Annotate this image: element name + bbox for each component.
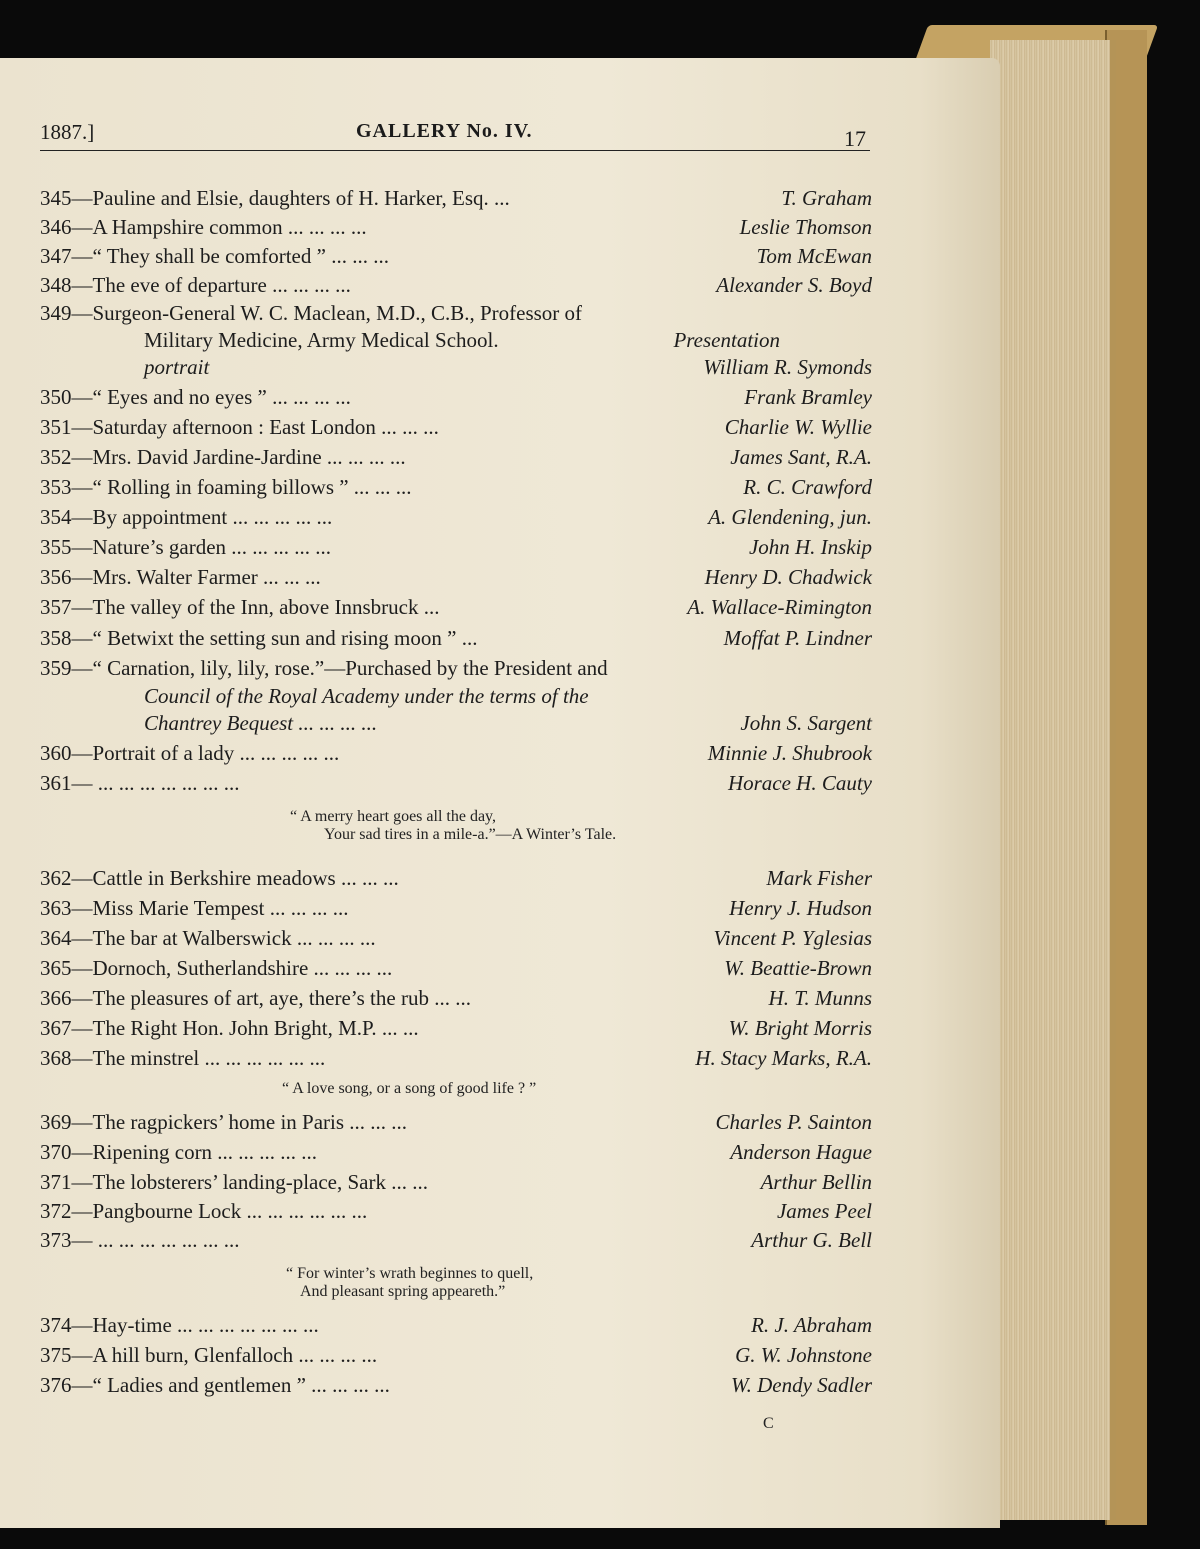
catalogue-entry xyxy=(40,1016,872,1046)
entry-artist: Mark Fisher xyxy=(766,866,872,890)
catalogue-entry xyxy=(40,656,872,686)
entry-title: 357—The valley of the Inn, above Innsbruck ... xyxy=(40,595,440,619)
entry-artist: W. Dendy Sadler xyxy=(731,1373,872,1397)
entry-artist: R. J. Abraham xyxy=(751,1313,872,1337)
entry-artist: Charlie W. Wyllie xyxy=(724,415,872,439)
epigraph-quote xyxy=(286,1265,706,1301)
catalogue-entry-continued xyxy=(40,355,872,385)
entry-title: 367—The Right Hon. John Bright, M.P. ... ... xyxy=(40,1016,419,1040)
entry-title: Chantrey Bequest ... ... ... ... xyxy=(144,711,378,735)
entry-artist: Tom McEwan xyxy=(756,244,872,268)
quote-line: “ For winter’s wrath beginnes to quell, xyxy=(286,1265,534,1282)
header-title: GALLERY No. IV. xyxy=(356,120,533,142)
entry-title: 366—The pleasures of art, aye, there’s the rub ... ... xyxy=(40,986,471,1010)
catalogue-entry-continued xyxy=(40,711,872,741)
catalogue-entry xyxy=(40,215,872,245)
catalogue-entry xyxy=(40,244,872,274)
catalogue-entry xyxy=(40,626,872,656)
signature-mark: C xyxy=(763,1415,774,1432)
entry-artist: Frank Bramley xyxy=(744,385,872,409)
entry-artist: Minnie J. Shubrook xyxy=(707,741,872,765)
catalogue-entry xyxy=(40,741,872,771)
catalogue-entry xyxy=(40,385,872,415)
entry-artist: Arthur Bellin xyxy=(760,1170,872,1194)
catalogue-entry xyxy=(40,445,872,475)
entry-title: 351—Saturday afternoon : East London ... ... ... xyxy=(40,415,439,439)
entry-title: 376—“ Ladies and gentlemen ” ... ... ... ... xyxy=(40,1373,390,1397)
entry-artist: W. Beattie-Brown xyxy=(724,956,872,980)
entry-title: 375—A hill burn, Glenfalloch ... ... ... ... xyxy=(40,1343,378,1367)
catalogue-entry xyxy=(40,1046,872,1076)
catalogue-entry xyxy=(40,986,872,1016)
entry-title: 365—Dornoch, Sutherlandshire ... ... ... ... xyxy=(40,956,393,980)
entry-title: 360—Portrait of a lady ... ... ... ... ... xyxy=(40,741,340,765)
catalogue-entry xyxy=(40,535,872,565)
catalogue-entry xyxy=(40,475,872,505)
entry-artist: Moffat P. Lindner xyxy=(723,626,872,650)
catalogue-entry xyxy=(40,595,872,625)
entry-title: Council of the Royal Academy under the terms of the xyxy=(144,684,589,708)
catalogue-entry xyxy=(40,1170,872,1200)
entry-title: 370—Ripening corn ... ... ... ... ... xyxy=(40,1140,318,1164)
catalogue-entry xyxy=(40,1140,872,1170)
entry-title: 350—“ Eyes and no eyes ” ... ... ... ... xyxy=(40,385,351,409)
entry-artist: John H. Inskip xyxy=(748,535,872,559)
entry-artist: John S. Sargent xyxy=(740,711,872,735)
entry-artist: G. W. Johnstone xyxy=(735,1343,872,1367)
entry-artist: Alexander S. Boyd xyxy=(716,273,872,297)
entry-title: portrait xyxy=(144,355,210,379)
entry-artist: A. Glendening, jun. xyxy=(708,505,872,529)
catalogue-entry xyxy=(40,1199,872,1229)
entry-title: 368—The minstrel ... ... ... ... ... ... xyxy=(40,1046,326,1070)
quote-line: “ A merry heart goes all the day, xyxy=(290,808,496,825)
entry-title: 372—Pangbourne Lock ... ... ... ... ... ... xyxy=(40,1199,368,1223)
entry-artist: Anderson Hague xyxy=(730,1140,872,1164)
entry-artist: Horace H. Cauty xyxy=(727,771,872,795)
entry-artist: Arthur G. Bell xyxy=(751,1228,872,1252)
entry-artist: H. T. Munns xyxy=(768,986,872,1010)
header-year: 1887.] xyxy=(40,120,95,144)
catalogue-entry xyxy=(40,1373,872,1403)
entry-title: 359—“ Carnation, lily, lily, rose.”—Purchased by the President and xyxy=(40,656,608,680)
entry-artist: James Peel xyxy=(776,1199,872,1223)
entry-title: 361— ... ... ... ... ... ... ... xyxy=(40,771,240,795)
catalogue-entry xyxy=(40,1110,872,1140)
catalogue-entry xyxy=(40,186,872,216)
catalogue-entry xyxy=(40,1313,872,1343)
entry-artist: Charles P. Sainton xyxy=(715,1110,872,1134)
running-header xyxy=(40,120,870,151)
entry-artist: Henry J. Hudson xyxy=(729,896,872,920)
entry-artist: Presentation xyxy=(673,328,780,352)
catalogue-entry xyxy=(40,301,872,331)
page-edges xyxy=(990,40,1116,1520)
entry-title: 371—The lobsterers’ landing-place, Sark ... ... xyxy=(40,1170,428,1194)
entry-title: 355—Nature’s garden ... ... ... ... ... xyxy=(40,535,332,559)
entry-artist: T. Graham xyxy=(781,186,872,210)
entry-artist: A. Wallace-Rimington xyxy=(687,595,872,619)
catalogue-entry xyxy=(40,505,872,535)
quote-line: And pleasant spring appeareth.” xyxy=(300,1283,506,1300)
catalogue-entry xyxy=(40,415,872,445)
entry-title: 364—The bar at Walberswick ... ... ... ... xyxy=(40,926,376,950)
page-number: 17 xyxy=(844,126,866,151)
entry-title: Military Medicine, Army Medical School. xyxy=(144,328,499,352)
quote-line: Your sad tires in a mile-a.”—A Winter’s Tale. xyxy=(324,826,617,843)
entry-title: 345—Pauline and Elsie, daughters of H. Harker, Esq. ... xyxy=(40,186,510,210)
entry-title: 348—The eve of departure ... ... ... ... xyxy=(40,273,351,297)
entry-title: 347—“ They shall be comforted ” ... ... ... xyxy=(40,244,389,268)
entry-artist: H. Stacy Marks, R.A. xyxy=(695,1046,872,1070)
entry-artist: W. Bright Morris xyxy=(728,1016,872,1040)
catalogue-entry xyxy=(40,1228,872,1258)
catalogue-entry xyxy=(40,896,872,926)
catalogue-entry xyxy=(40,926,872,956)
catalogue-entry xyxy=(40,273,872,303)
quote-line: “ A love song, or a song of good life ? ” xyxy=(282,1080,537,1097)
entry-title: 356—Mrs. Walter Farmer ... ... ... xyxy=(40,565,321,589)
entry-artist: Vincent P. Yglesias xyxy=(713,926,872,950)
entry-title: 358—“ Betwixt the setting sun and rising moon ” ... xyxy=(40,626,478,650)
entry-title: 353—“ Rolling in foaming billows ” ... ... ... xyxy=(40,475,412,499)
entry-title: 346—A Hampshire common ... ... ... ... xyxy=(40,215,367,239)
catalogue-entry xyxy=(40,771,872,801)
catalogue-entry-continued xyxy=(40,328,872,358)
catalogue-entry xyxy=(40,866,872,896)
epigraph-quote xyxy=(282,1080,682,1098)
epigraph-quote xyxy=(260,808,660,844)
entry-title: 362—Cattle in Berkshire meadows ... ... ... xyxy=(40,866,399,890)
entry-title: 363—Miss Marie Tempest ... ... ... ... xyxy=(40,896,349,920)
entry-title: 349—Surgeon-General W. C. Maclean, M.D., C.B., Professor of xyxy=(40,301,583,325)
entry-title: 374—Hay-time ... ... ... ... ... ... ... xyxy=(40,1313,319,1337)
entry-title: 352—Mrs. David Jardine-Jardine ... ... ... ... xyxy=(40,445,406,469)
entry-title: 373— ... ... ... ... ... ... ... xyxy=(40,1228,240,1252)
entry-artist: Leslie Thomson xyxy=(739,215,872,239)
entry-title: 369—The ragpickers’ home in Paris ... ... ... xyxy=(40,1110,408,1134)
entry-artist: R. C. Crawford xyxy=(743,475,872,499)
catalogue-entry xyxy=(40,956,872,986)
catalogue-entry-continued xyxy=(40,684,872,714)
catalogue-entry xyxy=(40,565,872,595)
catalogue-entry xyxy=(40,1343,872,1373)
entry-title: 354—By appointment ... ... ... ... ... xyxy=(40,505,333,529)
entry-artist: James Sant, R.A. xyxy=(730,445,872,469)
entry-artist: William R. Symonds xyxy=(703,355,872,379)
entry-artist: Henry D. Chadwick xyxy=(704,565,872,589)
